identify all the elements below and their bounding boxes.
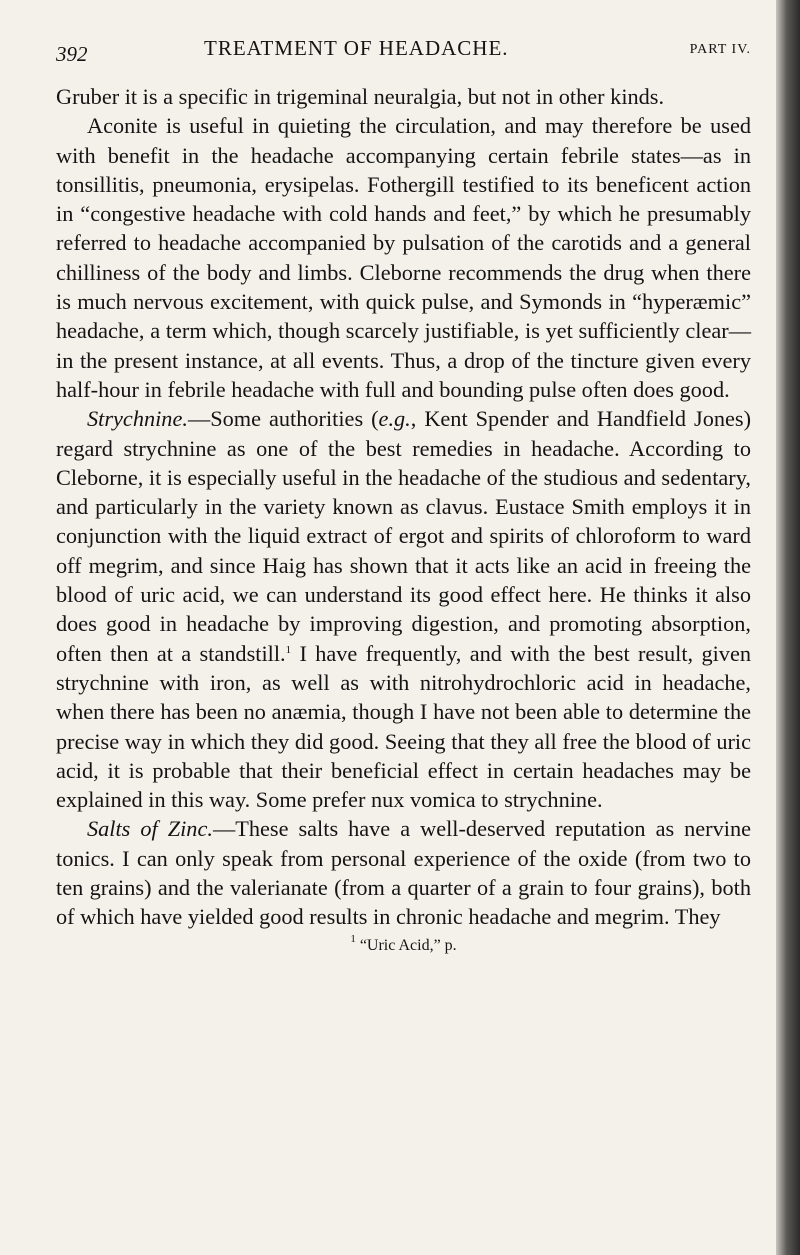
paragraph-gruber: Gruber it is a specific in trigeminal neuralgia, but not in other kinds. bbox=[56, 84, 665, 109]
part-label: PART IV. bbox=[689, 42, 751, 57]
strychnine-text-1: —Some authorities ( bbox=[187, 406, 379, 432]
body-text bbox=[56, 82, 751, 932]
page-number: 392 bbox=[56, 42, 88, 66]
footnote-reference: 1 bbox=[285, 643, 292, 656]
page-header bbox=[56, 30, 751, 68]
strychnine-text-3: I have frequently, and with the best result, given strychnine with iron, as well as with nitrohydrochloric acid in headache, when there has been no anæmia, though I have not been able to determine the precise way in which they did good. Seeing that they all free the blood of uric acid, it is probable that their beneficial effect in certain headaches may be explained in this way. Some prefer nux vomica to strychnine. bbox=[56, 640, 751, 813]
footnote-number: 1 bbox=[350, 932, 356, 945]
footnote bbox=[56, 932, 751, 955]
paragraph-strychnine bbox=[56, 404, 751, 814]
eg-abbreviation: e.g. bbox=[378, 406, 411, 432]
strychnine-heading: Strychnine. bbox=[87, 406, 188, 432]
zinc-text: —These salts have a well-deserved reputation as nervine tonics. I can only speak from personal experience of the oxide (from two to ten grains) and the valerianate (from a quarter of a grain to four grains), both of which have yielded good results in chronic headache and megrim. They bbox=[56, 816, 751, 930]
book-page bbox=[56, 30, 751, 955]
zinc-heading: Salts of Zinc. bbox=[87, 816, 213, 842]
strychnine-text-2: , Kent Spender and Handfield Jones) regard strychnine as one of the best remedies in headache. According to Cleborne, it is especially useful in the headache of the studious and sedentary, and particularly in the variety known as clavus. Eustace Smith employs it in conjunction with the liquid extract of ergot and spirits of chloroform to ward off megrim, and since Haig has shown that it acts like an acid in freeing the blood of uric acid, we can understand its good effect here. He thinks it also does good in headache by improving digestion, and promoting absorption, often then at a standstill. bbox=[56, 406, 751, 666]
paragraph-aconite: Aconite is useful in quieting the circulation, and may therefore be used with benefit in the headache accompanying certain febrile states—as in tonsillitis, pneumonia, erysipelas. Fothergill testified to its beneficent action in “congestive headache with cold hands and feet,” by which he presumably referred to headache accompanied by pulsation of the carotids and a general chilliness of the body and limbs. Cleborne recommends the drug when there is much nervous excitement, with quick pulse, and Symonds in “hyperæmic” headache, a term which, though scarcely justifiable, is yet sufficiently clear—in the present instance, at all events. Thus, a drop of the tincture given every half-hour in febrile headache with full and bounding pulse often does good. bbox=[56, 113, 751, 402]
footnote-text: “Uric Acid,” p. bbox=[359, 936, 457, 954]
running-title: TREATMENT OF HEADACHE. bbox=[204, 36, 509, 60]
scan-edge-shadow bbox=[776, 0, 800, 1255]
paragraph-zinc bbox=[56, 814, 751, 931]
